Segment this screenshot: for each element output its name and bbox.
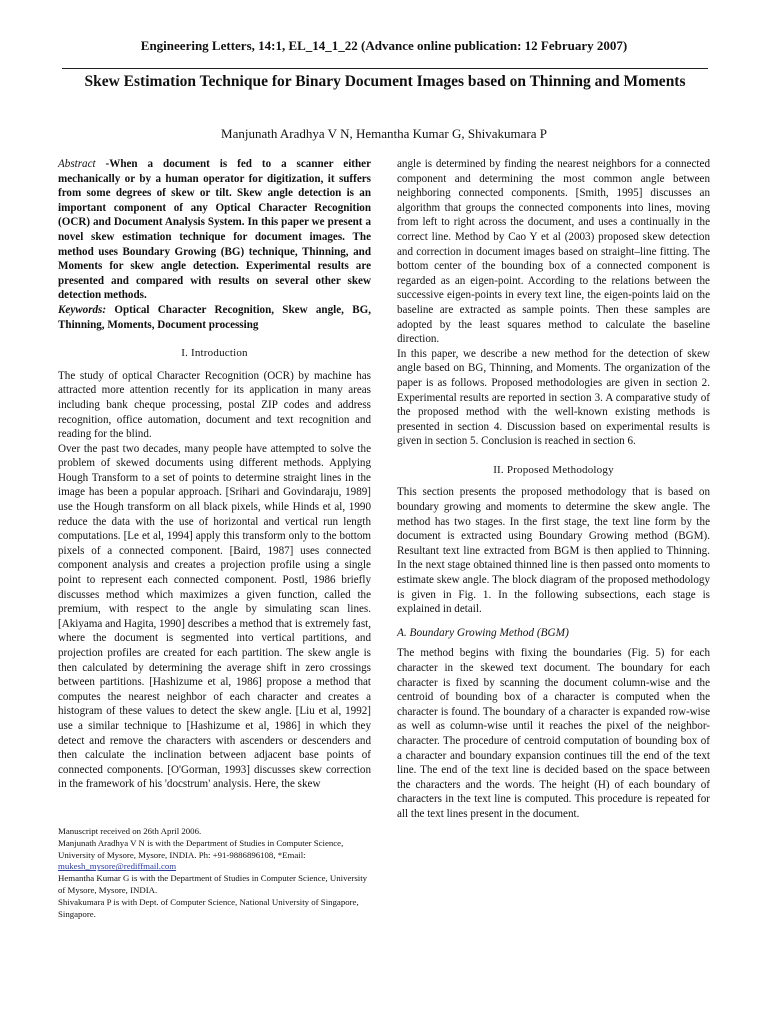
keywords-label: Keywords: [58, 303, 107, 316]
footnote-author1-text: Manjunath Aradhya V N is with the Department of Studies in Computer Science, University of Mysore, Mysore, INDIA. Ph: +91-9886896108, *Email: [58, 837, 344, 860]
right-column [397, 157, 710, 822]
section-heading-methodology: II. Proposed Methodology [493, 463, 614, 476]
paragraph: The method begins with fixing the boundaries (Fig. 5) for each character in the skewed text document. The boundary for each character is fixed by scanning the document column-wise and the centroid of bounding box of a character is computed when the character is found. The boundary of a character is expanded row-wise as well as column-wise until it reaches the pixel of the neighbor-character. The procedure of centroid computation of bounding box of a character and boundary expansion continues till the end of the text line. The end of the text line is decided based on the space between the characters and the words. The height (H) of each boundary of characters in the text line is computed. This procedure is repeated for all the text lines present in the document. [397, 647, 710, 820]
footnote-author3: Shivakumara P is with Dept. of Computer Science, National University of Singapore, Singapore. [58, 896, 359, 919]
paragraph: This section presents the proposed methodology that is based on boundary growing and moments to determine the skew angle. The method has two stages. In the first stage, the text line form by the document is extracted using Boundary Growing method (BGM). Resultant text line extracted from BGM is then applied to Thinning. In the next stage obtained thinned line is then passed onto moments to estimate skew angle. The block diagram of the proposed methodology is given in Fig. 1. In the following subsections, each stage is explained in detail. [397, 486, 710, 616]
footnote-received: Manuscript received on 26th April 2006. [58, 826, 202, 836]
keywords-text: Optical Character Recognition, Skew angle, BG, Thinning, Moments, Document processing [58, 303, 371, 331]
subsection-heading-bgm: A. Boundary Growing Method (BGM) [397, 626, 569, 639]
abstract-label: Abstract [58, 158, 96, 170]
author-list: Manjunath Aradhya V N, Hemantha Kumar G, Shivakumara P [221, 126, 547, 141]
paragraph: angle is determined by finding the nearest neighbors for a connected component and determining the most common angle between neighboring connected components. [Smith, 1995] discusses an algorithm that groups the connected components into lines, moving from left to right across the document, and uses a continually in the correct line. Method by Cao Y et al (2003) proposed skew detection and correction in document images based on straight–line fitting. The bottom center of the bounding box of a connected component is regarded as an eigen-point. According to the relations between the successive eigen-points in every text line, the eigen-points laid on the baseline are extracted as sample points. Then these samples are adopted by the least squares method to calculate the baseline direction. [397, 158, 710, 346]
paragraph: In this paper, we describe a new method for the detection of skew angle based on BG, Thinning, and Moments. The organization of the paper is as follows. Proposed methodologies are given in section 2. Experimental results are reported in section 3. A comparative study of the proposed method with the well-known existing methods is presented in section 4. Discussion based on experimental results is given in section 5. Conclusion is reached in section 6. [397, 347, 710, 448]
email-link[interactable]: mukesh_mysore@rediffmail.com [58, 861, 177, 872]
header-rule [62, 68, 708, 69]
paper-title: Skew Estimation Technique for Binary Document Images based on Thinning and Moments [84, 73, 686, 90]
journal-header: Engineering Letters, 14:1, EL_14_1_22 (Advance online publication: 12 February 2007) [140, 38, 628, 53]
footnote-author2: Hemantha Kumar G is with the Department of Studies in Computer Science, University of Mysore, Mysore, INDIA. [58, 873, 368, 895]
paragraph: Over the past two decades, many people have attempted to solve the problem of skewed documents using different methods. Applying Hough Transform to a set of points to determine straight lines in the image has been a popular approach. [Srihari and Govindaraju, 1989] use the Hough transform on all black pixels, while Hinds et al, 1990 reduce the data with the use of horizontal and vertical run length computations. [Le et al, 1994] apply this transform only to the bottom pixels of a connected component. [Baird, 1987] uses connected component analysis and creates a projection profile using a single point to represent each connected component. Postl, 1986 briefly discusses method which maximizes a given function, called the premium, with respect to the angle by simulating scan lines. [Akiyama and Hagita, 1990] describes a method that is extremely fast, where the document is segmented into vertical partitions, and projection profiles are created for each partition. The skew angle is then calculated by determining the average shift in zero crossings between partitions. [Hashizume et al, 1986] propose a method that computes the nearest neighbor of each character and creates a histogram of these values to detect the skew angle. [Liu et al, 1992] use a similar technique to [Hashizume et al, 1986] in which they detect and remove the characters with ascenders or descenders and then calculate the inclination between adjacent base points of connected components. [O'Gorman, 1993] discusses skew correction in the framework of his 'docstrum' analysis. Here, the skew [58, 442, 371, 791]
keywords [58, 303, 371, 332]
abstract-text: -When a document is fed to a scanner either mechanically or by a human operator for digitization, it suffers from some degrees of skew or tilt. Skew angle detection is an important component of any Optical Character Recognition (OCR) and Document Analysis System. In this paper we present a novel skew estimation technique for document images. The method uses Boundary Growing (BG) technique, Thinning, and Moments for skew angle detection. Experimental results are presented and compared with results on several other skew detection methods. [58, 158, 371, 302]
abstract [58, 157, 371, 303]
section-heading-introduction: I. Introduction [181, 347, 248, 360]
paragraph: The study of optical Character Recognition (OCR) by machine has attracted more attention recently for its application in many areas including bank cheque processing, postal ZIP codes and address recognition, office automation, document and text recognition and reading for the blind. [58, 369, 371, 441]
left-column [58, 157, 371, 792]
footnotes [58, 826, 371, 920]
footnote-author1 [58, 838, 371, 873]
